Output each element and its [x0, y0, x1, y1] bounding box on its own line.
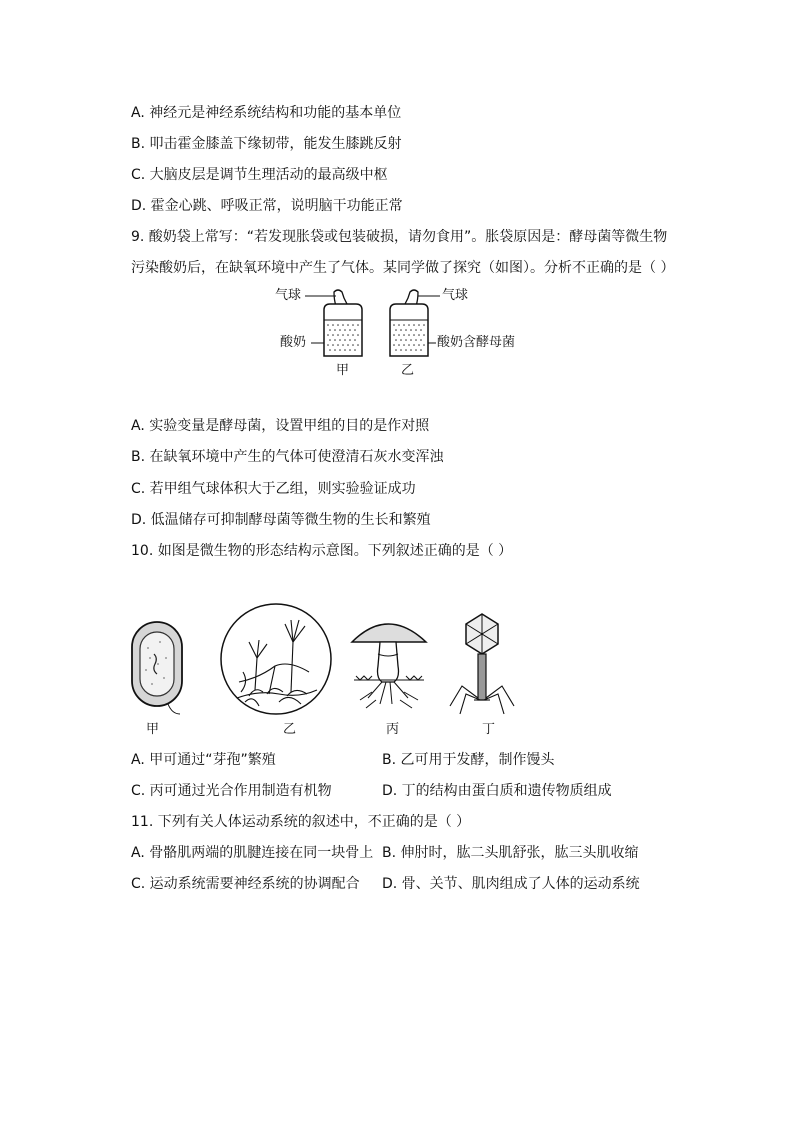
q9-option-b: B. 在缺氧环境中产生的气体可使澄清石灰水变浑浊 [131, 449, 444, 465]
q10-option-a: A. 甲可通过“芽孢”繁殖 [131, 752, 276, 768]
label-yogurt-right: 酸奶含酵母菌 [437, 335, 516, 350]
q8-option-a: A. 神经元是神经系统结构和功能的基本单位 [131, 105, 402, 121]
q8-option-d: D. 霍金心跳、呼吸正常，说明脑干功能正常 [131, 198, 403, 214]
q10-stem: 10. 如图是微生物的形态结构示意图。下列叙述正确的是（ ） [131, 543, 513, 559]
q11-option-b: B. 伸肘时，肱二头肌舒张，肱三头肌收缩 [382, 845, 639, 861]
q10-option-d: D. 丁的结构由蛋白质和遗传物质组成 [382, 783, 612, 799]
q8-option-c: C. 大脑皮层是调节生理活动的最高级中枢 [131, 167, 388, 183]
mushroom-drawing [348, 606, 430, 710]
q9-leader-lines [0, 0, 794, 400]
label-yi-q10: 乙 [283, 722, 297, 737]
q11-stem: 11. 下列有关人体运动系统的叙述中，不正确的是（ ） [131, 814, 471, 830]
label-yi-q9: 乙 [401, 363, 415, 378]
bacterium-drawing [128, 618, 198, 718]
label-jia-q10: 甲 [146, 722, 160, 737]
q10-option-c: C. 丙可通过光合作用制造有机物 [131, 783, 332, 799]
label-balloon-left: 气球 [275, 288, 302, 303]
q9-stem-line1: 9. 酸奶袋上常写：“若发现胀袋或包装破损，请勿食用”。胀袋原因是：酵母菌等微生物 [131, 229, 668, 245]
label-jia-q9: 甲 [336, 363, 350, 378]
q9-stem-line2: 污染酸奶后，在缺氧环境中产生了气体。某同学做了探究（如图）。分析不正确的是（ ） [131, 260, 675, 276]
label-balloon-right: 气球 [442, 288, 469, 303]
q11-option-a: A. 骨骼肌两端的肌腱连接在同一块骨上 [131, 845, 374, 861]
q8-option-b: B. 叩击霍金膝盖下缘韧带，能发生膝跳反射 [131, 136, 402, 152]
q11-option-d: D. 骨、关节、肌肉组成了人体的运动系统 [382, 876, 640, 892]
q9-option-a: A. 实验变量是酵母菌，设置甲组的目的是作对照 [131, 418, 430, 434]
label-bing-q10: 丙 [386, 722, 400, 737]
q10-option-b: B. 乙可用于发酵，制作馒头 [382, 752, 555, 768]
mold-drawing [219, 602, 333, 716]
q9-option-c: C. 若甲组气球体积大于乙组，则实验验证成功 [131, 481, 416, 497]
label-yogurt-left: 酸奶 [280, 335, 307, 350]
bacteriophage-drawing [444, 610, 520, 720]
q11-option-c: C. 运动系统需要神经系统的协调配合 [131, 876, 360, 892]
q9-option-d: D. 低温储存可抑制酵母菌等微生物的生长和繁殖 [131, 512, 431, 528]
label-ding-q10: 丁 [482, 722, 496, 737]
